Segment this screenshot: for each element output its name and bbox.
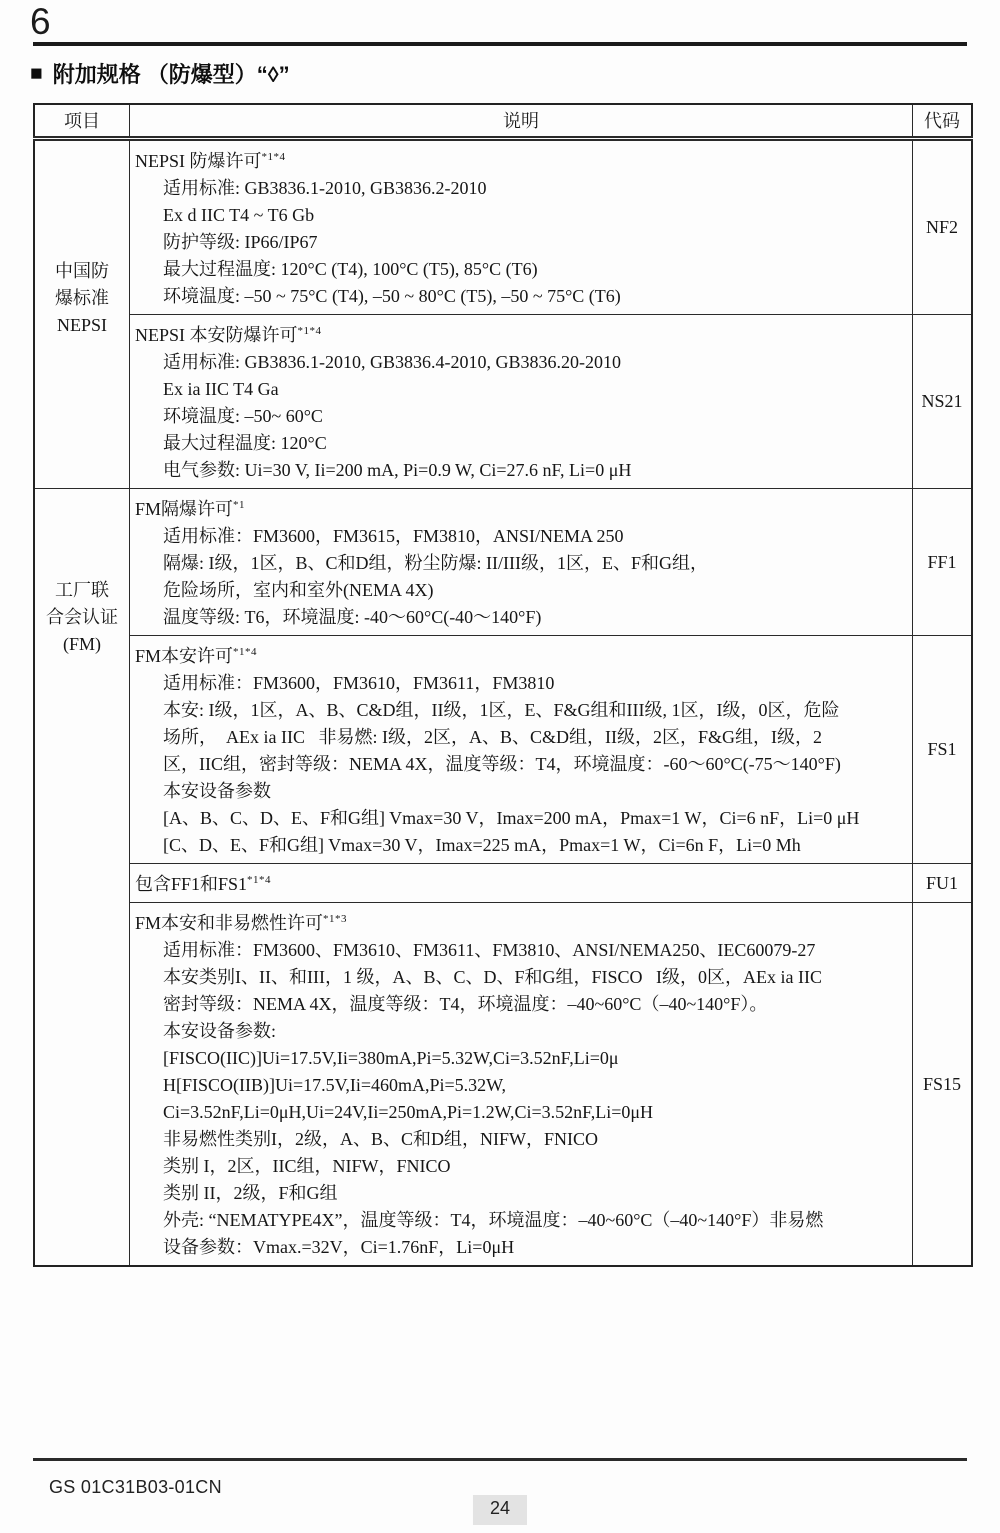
footnote-superscript: *1*4 xyxy=(233,646,258,658)
description-heading xyxy=(135,906,906,937)
document-number: GS 01C31B03-01CN xyxy=(49,1477,222,1497)
description-cell xyxy=(130,864,913,903)
footnote-superscript: *1 xyxy=(233,499,246,511)
description-line: 类别 I，2区，IIC组，NIFW，FNICO xyxy=(163,1156,451,1176)
description-heading xyxy=(135,639,906,670)
description-line: 区，IIC组，密封等级：NEMA 4X，温度等级：T4，环境温度：-60～60°C(-75～140°F) xyxy=(163,754,841,774)
description-heading xyxy=(135,492,906,523)
page-number-top: 6 xyxy=(30,1,51,42)
description-line: 设备参数：Vmax.=32V，Ci=1.76nF，Li=0μH xyxy=(163,1237,515,1257)
spec-row-ff1 xyxy=(34,489,972,636)
spec-row-ns21 xyxy=(34,315,972,489)
section-heading-text: 附加规格 （防爆型）“◊” xyxy=(52,62,290,87)
item-label-line: 中国防 xyxy=(55,260,109,281)
item-cell xyxy=(34,139,130,489)
footnote-superscript: *1*4 xyxy=(247,874,272,886)
description-heading xyxy=(135,867,906,898)
description-line: 本安设备参数: xyxy=(163,1021,277,1041)
spec-row-fu1 xyxy=(34,864,972,903)
description-line: 电气参数: Ui=30 V, Ii=200 mA, Pi=0.9 W, Ci=27.6 nF, Li=0 μH xyxy=(163,460,632,480)
description-line: 危险场所，室内和室外(NEMA 4X) xyxy=(163,580,434,600)
description-line: 环境温度: –50~ 60°C xyxy=(163,406,323,426)
description-line: 适用标准: GB3836.1-2010, GB3836.2-2010 xyxy=(163,178,487,198)
description-heading-text: 包含FF1和FS1 xyxy=(135,874,248,894)
description-line: 隔爆: I级，1区，B、C和D组，粉尘防爆: II/III级，1区，E、F和G组， xyxy=(163,553,708,573)
col-header-item: 项目 xyxy=(34,104,130,139)
description-line: 类别 II，2级，F和G组 xyxy=(163,1183,338,1203)
square-bullet-icon: ■ xyxy=(30,61,43,85)
item-cell xyxy=(34,489,130,1267)
spec-row-fs15 xyxy=(34,903,972,1267)
description-line: H[FISCO(IIB)]Ui=17.5V,Ii=460mA,Pi=5.32W, xyxy=(163,1075,506,1095)
footnote-superscript: *1*4 xyxy=(261,151,286,163)
item-label-line: 爆标准 xyxy=(55,287,109,308)
description-line: Ex d IIC T4 ~ T6 Gb xyxy=(163,205,315,225)
description-line: 适用标准：FM3600、FM3610、FM3611、FM3810、ANSI/NEMA250、IEC60079-27 xyxy=(163,940,816,960)
description-line: [FISCO(IIC)]Ui=17.5V,Ii=380mA,Pi=5.32W,Ci=3.52nF,Li=0μ xyxy=(163,1048,619,1068)
description-heading-text: FM隔爆许可 xyxy=(135,499,234,519)
code-cell: FF1 xyxy=(913,489,973,636)
footnote-superscript: *1*4 xyxy=(297,325,322,337)
item-label-line: (FM) xyxy=(62,634,101,654)
item-label-line: 合会认证 xyxy=(46,607,118,627)
item-label-line: NEPSI xyxy=(56,314,107,335)
description-line: 最大过程温度: 120°C (T4), 100°C (T5), 85°C (T6) xyxy=(163,259,538,279)
description-line: 非易燃性类别I，2级，A、B、C和D组，NIFW，FNICO xyxy=(163,1129,599,1149)
description-line: Ci=3.52nF,Li=0μH,Ui=24V,Ii=250mA,Pi=1.2W,Ci=3.52nF,Li=0μH xyxy=(163,1102,654,1122)
spec-row-fs1 xyxy=(34,636,972,864)
description-heading xyxy=(135,318,906,349)
description-line: 本安设备参数 xyxy=(163,781,271,801)
description-cell xyxy=(130,139,913,315)
col-header-description: 说明 xyxy=(130,104,913,139)
description-heading-text: NEPSI 本安防爆许可 xyxy=(135,325,298,345)
footnote-superscript: *1*3 xyxy=(323,913,348,925)
description-line: Ex ia IIC T4 Ga xyxy=(163,379,279,399)
description-cell xyxy=(130,636,913,864)
description-line: 适用标准: GB3836.1-2010, GB3836.4-2010, GB3836.20-2010 xyxy=(163,352,621,372)
description-heading-text: NEPSI 防爆许可 xyxy=(135,151,262,171)
description-line: 防护等级: IP66/IP67 xyxy=(163,232,318,252)
description-line: 最大过程温度: 120°C xyxy=(163,433,327,453)
code-cell: FU1 xyxy=(913,864,973,903)
description-heading xyxy=(135,144,906,175)
col-header-code: 代码 xyxy=(913,104,973,139)
description-cell xyxy=(130,903,913,1267)
code-cell: FS15 xyxy=(913,903,973,1267)
code-cell: NF2 xyxy=(913,139,973,315)
code-cell: FS1 xyxy=(913,636,973,864)
code-cell: NS21 xyxy=(913,315,973,489)
description-line: [A、B、C、D、E、F和G组] Vmax=30 V，Imax=200 mA，Pmax=1 W，Ci=6 nF，Li=0 μH xyxy=(163,808,860,828)
description-line: 外壳: “NEMATYPE4X”，温度等级：T4，环境温度：–40~60°C（–40~140°F）非易燃 xyxy=(163,1210,824,1230)
description-line: [C、D、E、F和G组] Vmax=30 V，Imax=225 mA，Pmax=1 W，Ci=6n F，Li=0 Mh xyxy=(163,835,801,855)
spec-row-nf2 xyxy=(34,139,972,315)
description-heading-text: FM本安和非易燃性许可 xyxy=(135,913,324,933)
page-number-bottom: 24 xyxy=(473,1495,527,1525)
item-label-line: 工厂联 xyxy=(55,580,109,600)
description-cell xyxy=(130,315,913,489)
description-line: 密封等级：NEMA 4X，温度等级：T4，环境温度：–40~60°C（–40~140°F）。 xyxy=(163,994,768,1014)
description-heading-text: FM本安许可 xyxy=(135,646,234,666)
table-header-row xyxy=(34,104,972,139)
section-heading xyxy=(30,58,290,89)
description-line: 环境温度: –50 ~ 75°C (T4), –50 ~ 80°C (T5), –50 ~ 75°C (T6) xyxy=(163,286,621,306)
footer-rule xyxy=(33,1458,967,1461)
description-line: 温度等级: T6，环境温度: -40～60°C(-40～140°F) xyxy=(163,607,542,627)
description-line: 适用标准：FM3600，FM3615，FM3810，ANSI/NEMA 250 xyxy=(163,526,624,546)
description-line: 场所， AEx ia IIC 非易燃: I级，2区，A、B、C&D组，II级，2区，F&G组，I级，2 xyxy=(163,727,822,747)
spec-table xyxy=(33,103,973,1267)
description-line: 本安类别I、II、和III，1 级，A、B、C、D、F和G组，FISCO I级，0区，AEx ia IIC xyxy=(163,967,822,987)
description-line: 本安: I级，1区，A、B、C&D组，II级，1区，E、F&G组和III级, 1区，I级，0区，危险 xyxy=(163,700,840,720)
top-rule xyxy=(33,42,967,46)
description-line: 适用标准：FM3600，FM3610，FM3611，FM3810 xyxy=(163,673,555,693)
description-cell xyxy=(130,489,913,636)
